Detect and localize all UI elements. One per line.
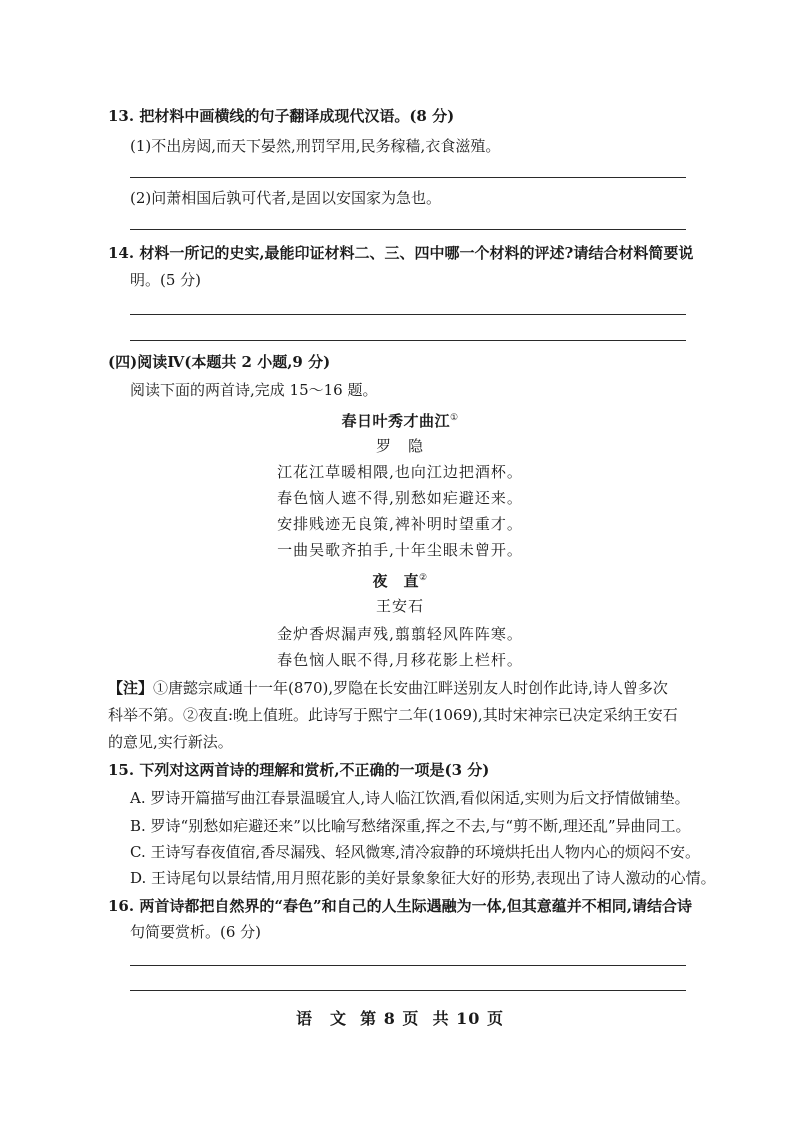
footer-subject: 语 文 — [296, 1009, 348, 1028]
q13-stem: 13. 把材料中画横线的句子翻译成现代汉语。(8 分) — [108, 107, 455, 125]
notes-line2: 科举不第。②夜直:晚上值班。此诗写于熙宁二年(1069),其时宋神宗已决定采纳王安石 — [108, 706, 678, 724]
notes-line3: 的意见,实行新法。 — [108, 733, 233, 751]
footer-page: 第 8 页 — [360, 1009, 420, 1028]
poem2-title: 夜 直② — [372, 572, 428, 590]
q13-sub1: (1)不出房闼,而天下晏然,刑罚罕用,民务稼穑,衣食滋殖。 — [130, 137, 501, 155]
poem1-line: 江花江草暖相隈,也向江边把酒杯。 — [277, 463, 523, 481]
answer-line — [130, 314, 686, 315]
q14-line1: 14. 材料一所记的史实,最能印证材料二、三、四中哪一个材料的评述?请结合材料简要说 — [108, 244, 694, 262]
q15-option-c: C. 王诗写春夜值宿,香尽漏残、轻风微寒,清冷寂静的环境烘托出人物内心的烦闷不安。 — [130, 843, 701, 861]
section-header: (四)阅读Ⅳ(本题共 2 小题,9 分) — [108, 353, 331, 371]
section-instruction: 阅读下面的两首诗,完成 15～16 题。 — [130, 381, 378, 399]
q16-line1: 16. 两首诗都把自然界的“春色”和自己的人生际遇融为一体,但其意蕴并不相同,请结合诗 — [108, 897, 693, 915]
answer-line — [130, 340, 686, 341]
poem1-line: 安排贱迹无良策,裨补明时望重才。 — [277, 515, 523, 533]
notes-label: 【注】 — [108, 679, 154, 697]
notes-line1: 【注】①唐懿宗咸通十一年(870),罗隐在长安曲江畔送别友人时创作此诗,诗人曾多次 — [108, 679, 668, 697]
poem2-line: 春色恼人眠不得,月移花影上栏杆。 — [277, 651, 523, 669]
q16-line2: 句简要赏析。(6 分) — [130, 923, 262, 941]
footnote-marker: ② — [418, 573, 428, 583]
poem1-author: 罗 隐 — [375, 437, 424, 455]
poem2-line: 金炉香烬漏声残,翦翦轻风阵阵寒。 — [277, 625, 523, 643]
answer-line — [130, 965, 686, 966]
poem1-title: 春日叶秀才曲江① — [341, 412, 459, 430]
q15-option-b: B. 罗诗“别愁如疟避还来”以比喻写愁绪深重,挥之不去,与“剪不断,理还乱”异曲同工。 — [130, 817, 691, 835]
answer-line — [130, 229, 686, 230]
page-footer — [0, 1006, 800, 1029]
footnote-marker: ① — [449, 413, 459, 423]
q14-line2: 明。(5 分) — [130, 271, 202, 289]
poem1-line: 春色恼人遮不得,别愁如疟避还来。 — [277, 489, 523, 507]
footer-total: 共 10 页 — [432, 1009, 504, 1028]
q15-stem: 15. 下列对这两首诗的理解和赏析,不正确的一项是(3 分) — [108, 761, 490, 779]
answer-line — [130, 990, 686, 991]
poem2-author: 王安石 — [375, 597, 424, 615]
q15-option-a: A. 罗诗开篇描写曲江春景温暖宜人,诗人临江饮酒,看似闲适,实则为后文抒情做铺垫。 — [130, 789, 690, 807]
q13-sub2: (2)问萧相国后孰可代者,是固以安国家为急也。 — [130, 189, 442, 207]
poem1-line: 一曲吴歌齐拍手,十年尘眼未曾开。 — [277, 541, 523, 559]
q15-option-d: D. 王诗尾句以景结情,用月照花影的美好景象象征大好的形势,表现出了诗人激动的心情。 — [130, 869, 716, 887]
answer-line — [130, 177, 686, 178]
